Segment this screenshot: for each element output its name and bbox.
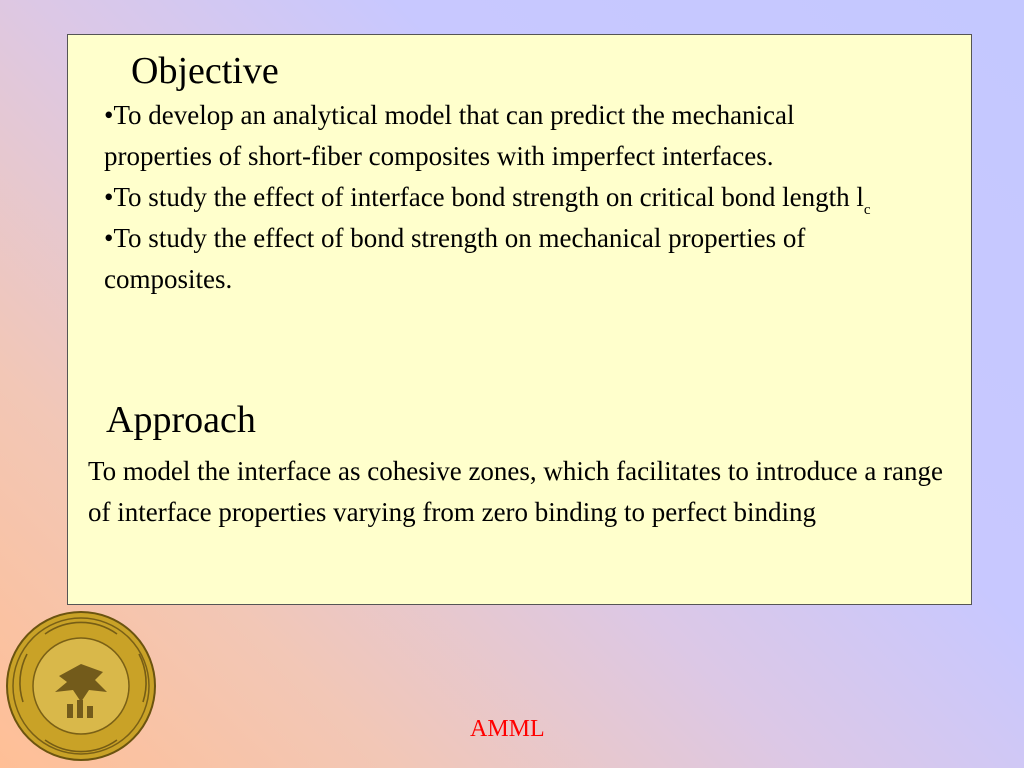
objective-item-text: •To study the effect of bond strength on mechanical properties of composites. [104, 223, 806, 294]
objective-item [104, 218, 904, 300]
approach-text: To model the interface as cohesive zones, which facilitates to introduce a range of interface properties varying from zero binding to perfect binding [88, 456, 944, 527]
footer-label: AMML [470, 716, 545, 742]
objective-item [104, 95, 904, 177]
approach-heading: Approach [106, 399, 256, 441]
objective-item-text: •To develop an analytical model that can predict the mechanical properties of short-fiber composites with imperfect interfaces. [104, 100, 795, 171]
objective-list [104, 95, 904, 300]
subscript-c: c [863, 202, 871, 218]
content-panel [67, 34, 972, 605]
objective-item-text: •To study the effect of interface bond strength on critical bond length l [104, 182, 864, 212]
amml-seal-logo [5, 610, 157, 762]
objective-item [104, 177, 904, 218]
objective-heading: Objective [131, 50, 279, 92]
